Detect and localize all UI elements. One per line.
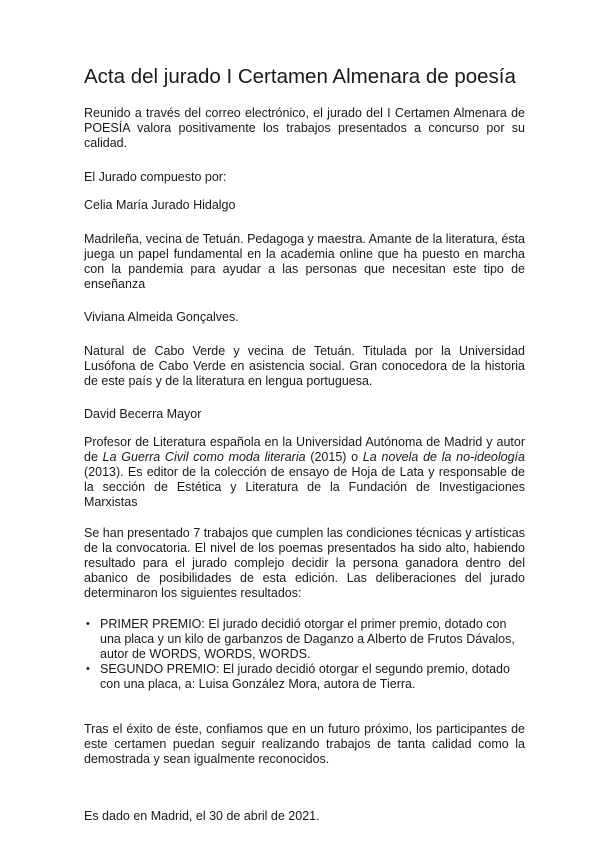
- bullet-icon: •: [86, 663, 90, 675]
- jury-member-name: David Becerra Mayor: [84, 407, 202, 421]
- prize-text: SEGUNDO PREMIO: El jurado decidió otorgar el segundo premio, dotado con una placa, a: Luisa González Mora, autora de Tierra.: [100, 662, 510, 691]
- closing-paragraph: Tras el éxito de éste, confiamos que en un futuro próximo, los participantes de este certamen puedan seguir realizando trabajos de tanta calidad como la demostrada y sean igualmente reconocidos.: [84, 722, 525, 766]
- signoff: Es dado en Madrid, el 30 de abril de 2021.: [84, 809, 320, 823]
- book-title: La novela de la no-ideología: [362, 450, 525, 464]
- jury-member-bio: Natural de Cabo Verde y vecina de Tetuán. Titulada por la Universidad Lusófona de Cabo Verde en asistencia social. Gran conocedora de la historia de este país y de la literatura en lengua portuguesa.: [84, 344, 525, 388]
- bio-text: Profesor de Literatura española en la Universidad Autónoma de Madrid y autor de: [84, 435, 525, 464]
- bio-text: (2013). Es editor de la colección de ensayo de Hoja de Lata y responsable de la sección de Estética y Literatura de la Fundación de Investigaciones Marxistas: [84, 465, 525, 509]
- document-body: [84, 64, 525, 824]
- jury-member-name: Viviana Almeida Gonçalves.: [84, 310, 239, 324]
- bullet-icon: •: [86, 618, 90, 630]
- document-title: Acta del jurado I Certamen Almenara de poesía: [84, 65, 516, 88]
- book-title: La Guerra Civil como moda literaria: [102, 450, 306, 464]
- list-item: [86, 662, 525, 692]
- jury-member-name: Celia María Jurado Hidalgo: [84, 198, 236, 212]
- jury-member-bio: Madrileña, vecina de Tetuán. Pedagoga y maestra. Amante de la literatura, ésta juega un papel fundamental en la academia online que ha puesto en marcha con la pandemia para ayudar a las personas que necesitan este tipo de enseñanza: [84, 232, 526, 291]
- deliberation-paragraph: Se han presentado 7 trabajos que cumplen las condiciones técnicas y artísticas de la convocatoria. El nivel de los poemas presentados ha sido alto, habiendo resultado para el jurado complejo decidir la persona ganadora dentro del abanico de posibilidades de esta edición. Las deliberaciones del jurado determinaron los siguientes resultados:: [84, 526, 525, 600]
- jury-member-bio: [84, 435, 525, 510]
- prize-list: [84, 617, 525, 692]
- prize-text: PRIMER PREMIO: El jurado decidió otorgar el primer premio, dotado con una placa y un kilo de garbanzos de Daganzo a Alberto de Frutos Dávalos, autor de WORDS, WORDS, WORDS.: [100, 617, 515, 661]
- jury-heading: El Jurado compuesto por:: [84, 170, 227, 184]
- bio-text: (2015) o: [305, 450, 363, 464]
- list-item: [86, 617, 525, 662]
- intro-paragraph: Reunido a través del correo electrónico, el jurado del I Certamen Almenara de POESÍA valora positivamente los trabajos presentados a concurso por su calidad.: [84, 106, 525, 150]
